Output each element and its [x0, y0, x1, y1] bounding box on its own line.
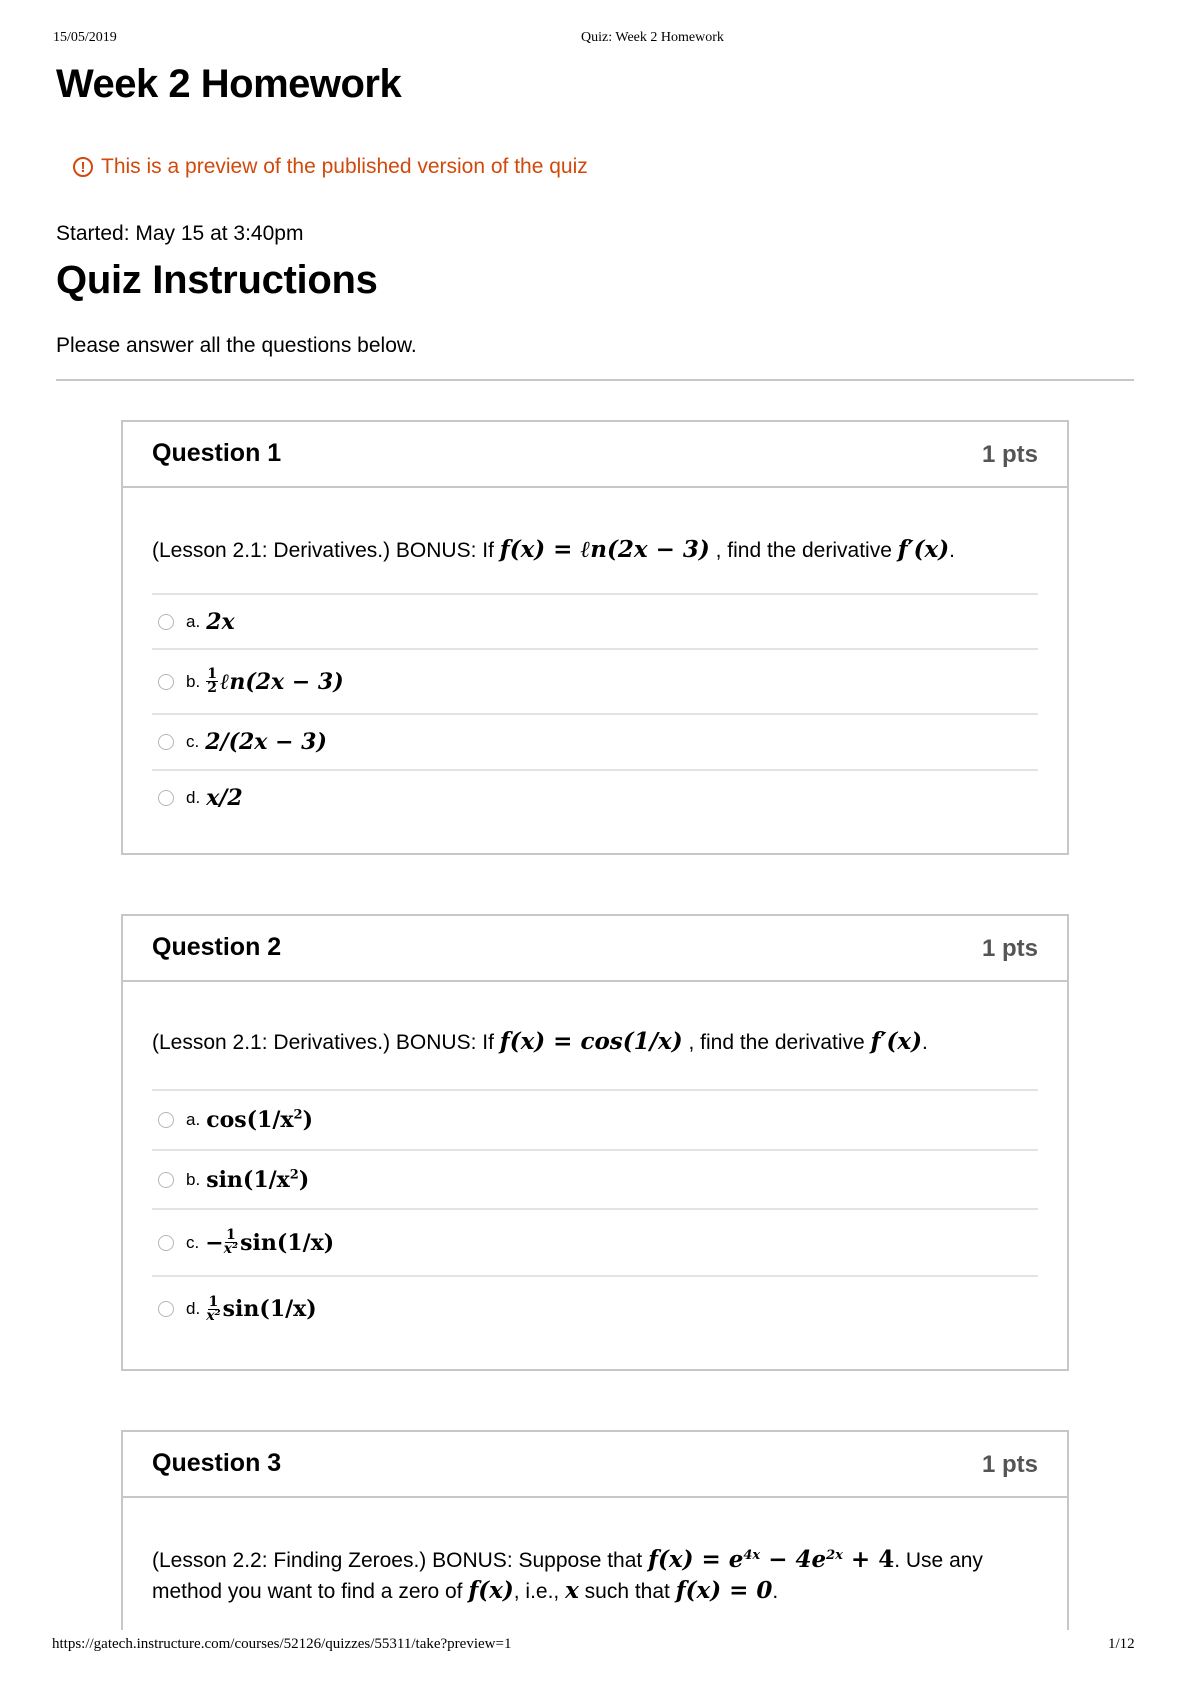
fraction: $\frac{1}{\text{x²}}$ [206, 1293, 221, 1324]
question-1 [121, 420, 1069, 855]
answer-option-b[interactable]: b. $\sin(1/x^2)$ [152, 1149, 1038, 1208]
question-text: (Lesson 2.1: Derivatives.) BONUS: If f(x) = cos(1/x) , find the derivative f′(x). [152, 1028, 928, 1055]
question-points: 1 pts [981, 1451, 1038, 1478]
divider [56, 379, 1134, 381]
radio-button[interactable] [158, 1172, 174, 1188]
radio-button[interactable] [158, 674, 174, 690]
answer-option-d[interactable]: d. $\frac{1}{\text{x²}}$ sin(1/x) [152, 1275, 1038, 1341]
question-text-line-1: (Lesson 2.2: Finding Zeroes.) BONUS: Suppose that $f(x) = e^{4x} - 4e^{2x} + 4$. Use any [152, 1546, 983, 1573]
question-points: 1 pts [981, 441, 1038, 468]
answer-option-a[interactable]: a. 2x [152, 593, 1038, 648]
radio-button[interactable] [158, 1112, 174, 1128]
print-title: Quiz: Week 2 Homework [581, 30, 724, 45]
answer-list [152, 593, 1038, 825]
radio-button[interactable] [158, 734, 174, 750]
exclamation-circle-icon: ! [73, 157, 93, 177]
answer-option-b[interactable]: b. $\frac{1}{2}$ ℓn(2x − 3) [152, 648, 1038, 713]
question-text: (Lesson 2.1: Derivatives.) BONUS: If f(x) = ℓn(2x − 3) , find the derivative f′(x). [152, 536, 955, 563]
fraction: $\frac{1}{2}$ [207, 666, 217, 696]
question-points: 1 pts [981, 935, 1038, 962]
question-2 [121, 914, 1069, 1371]
answer-option-d[interactable]: d. x/2 [152, 769, 1038, 825]
question-header [123, 1432, 1067, 1498]
answer-option-c[interactable]: c. 2/(2x − 3) [152, 713, 1038, 769]
answer-option-a[interactable]: a. $\cos(1/x^2)$ [152, 1089, 1038, 1149]
instructions-title: Quiz Instructions [56, 258, 378, 302]
page-number: 1/12 [1108, 1636, 1135, 1652]
radio-button[interactable] [158, 1301, 174, 1317]
fraction: $\frac{1}{\text{x²}}$ [223, 1227, 239, 1257]
page-title: Week 2 Homework [56, 62, 402, 106]
question-3 [121, 1430, 1069, 1630]
question-title: Question 2 [152, 933, 282, 961]
instructions-text: Please answer all the questions below. [56, 334, 417, 357]
answer-list [152, 1089, 1038, 1341]
answer-option-c[interactable]: c. − $\frac{1}{\text{x²}}$ sin(1/x) [152, 1208, 1038, 1275]
print-url: https://gatech.instructure.com/courses/52126/quizzes/55311/take?preview=1 [52, 1636, 512, 1652]
question-header [123, 422, 1067, 488]
radio-button[interactable] [158, 1235, 174, 1251]
question-title: Question 1 [152, 439, 282, 467]
question-header [123, 916, 1067, 982]
question-text-line-2: method you want to find a zero of f(x), i.e., x such that f(x) = 0. [152, 1577, 779, 1604]
preview-notice [73, 155, 588, 179]
print-date: 15/05/2019 [53, 30, 117, 45]
radio-button[interactable] [158, 614, 174, 630]
radio-button[interactable] [158, 790, 174, 806]
started-time: Started: May 15 at 3:40pm [56, 222, 304, 245]
preview-notice-text: This is a preview of the published version of the quiz [101, 155, 588, 178]
question-title: Question 3 [152, 1449, 282, 1477]
